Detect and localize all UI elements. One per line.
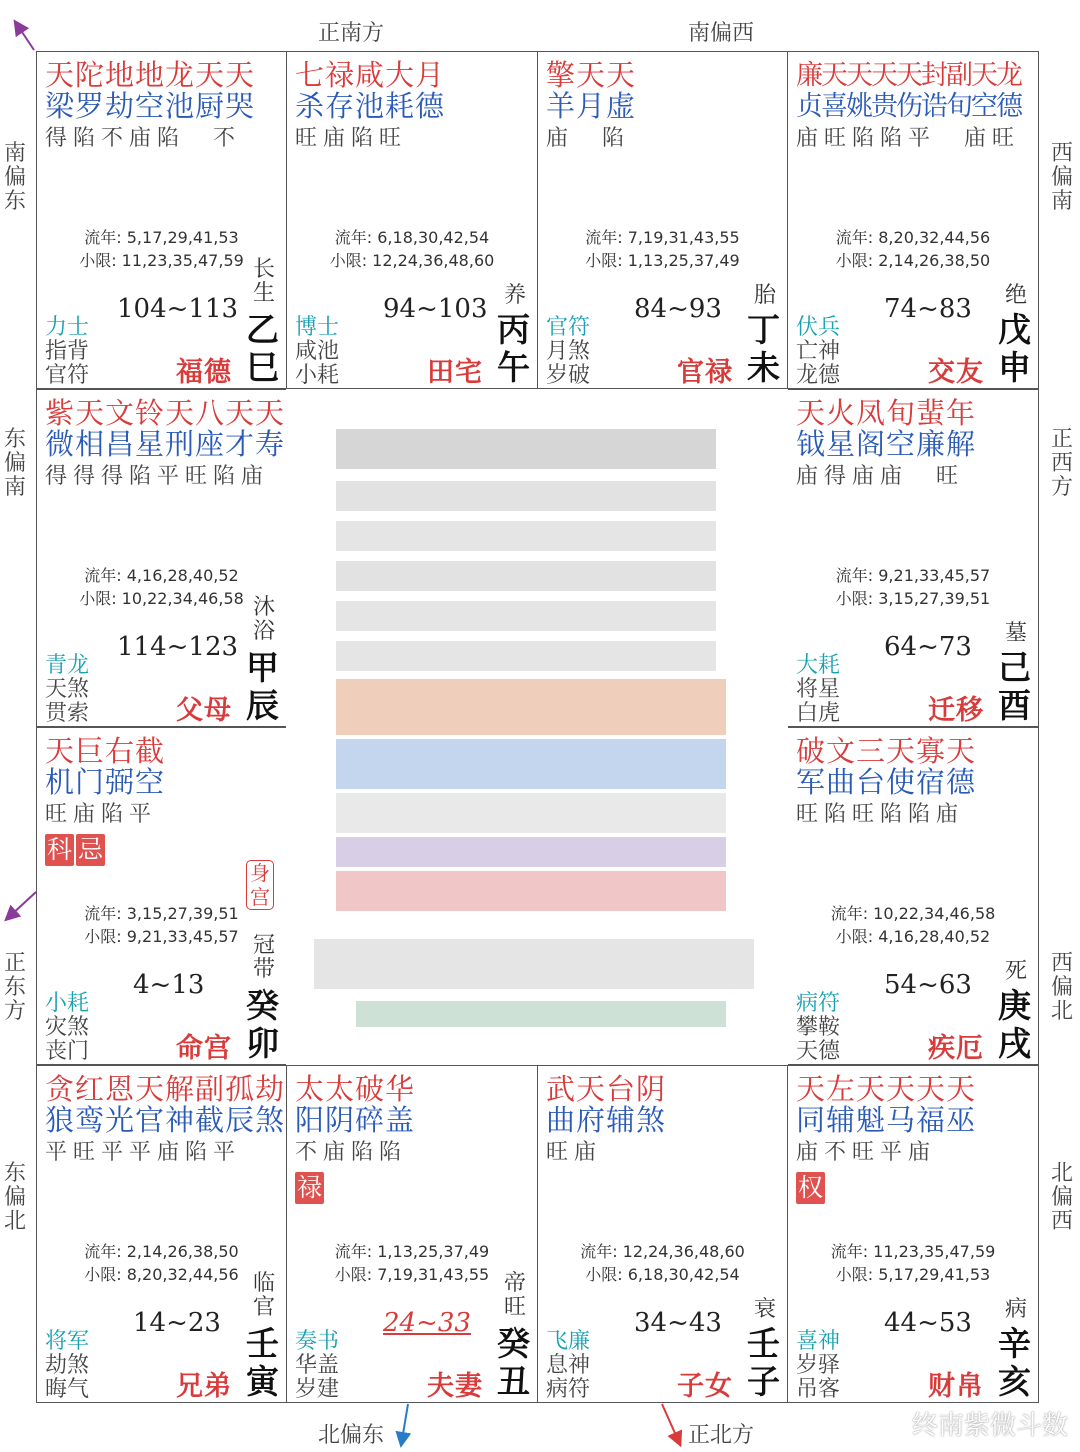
decade-range: 94~103 [383,294,488,324]
heavenly-stem: 庚 [998,986,1031,1025]
god-label: 力士 [45,315,90,340]
dir-right-1: 西偏南 [1050,141,1073,214]
god-label: 岁建 [295,1377,340,1402]
star-list [796,736,1030,828]
star-row: 贞喜姚贵伤诰旬空德 [796,91,1021,122]
palace-name: 疾厄 [928,1033,984,1064]
star-list [295,60,529,152]
brightness-row: 平旺平平庙陷平 [45,1140,242,1165]
sihua-badge: 禄 [297,1173,323,1202]
star-list [796,60,1030,152]
earthly-branch: 戌 [998,1024,1031,1063]
xiaoxian-text: 小限: 3,15,27,39,51 [835,589,991,608]
star-list [796,398,1030,490]
heavenly-stem: 丁 [747,310,780,349]
liunian-text: 流年: 8,20,32,44,56 [835,228,991,247]
decade-range: 114~123 [117,632,239,662]
star-row: 破文三天寡天 [796,734,977,768]
age-lines [788,902,1038,948]
star-row: 梁罗劫空池厨哭 [45,89,256,123]
decade-range: 4~13 [133,970,205,1000]
star-row: 廉天天天天封副天龙 [796,60,1021,91]
watermark: 终南紫微斗数 [911,1411,1068,1441]
god-label: 飞廉 [546,1329,591,1354]
brightness-row: 得陷不庙陷 不 [45,126,242,151]
star-row: 七禄咸大月 [295,58,446,92]
palace-6 [36,727,287,1065]
star-row: 紫天文铃天八天天 [45,396,286,430]
dir-left-1: 南偏东 [3,141,26,214]
god-label: 丧门 [45,1039,90,1064]
palace-name: 兄弟 [176,1371,232,1402]
star-row: 天火凤旬蜚年 [796,396,977,430]
god-label: 喜神 [796,1329,841,1354]
liunian-text: 流年: 7,19,31,43,55 [585,228,740,247]
dir-left-2: 东偏南 [3,427,26,500]
xiaoxian-text: 小限: 2,14,26,38,50 [835,251,991,270]
dir-top-1: 正南方 [318,21,385,46]
xiaoxian-text: 小限: 4,16,28,40,52 [835,927,991,946]
god-label: 官符 [546,315,591,340]
dir-top-2: 南偏西 [688,21,755,46]
god-label: 奏书 [295,1329,340,1354]
heavenly-stem: 甲 [246,648,279,687]
dir-right-3: 西偏北 [1050,951,1073,1024]
arrow-nw [18,26,34,50]
palace-name: 迁移 [928,695,984,726]
palace-11 [787,1065,1039,1403]
earthly-branch: 巳 [246,348,279,387]
star-list [45,396,286,490]
dir-bottom-2: 正北方 [688,1423,755,1448]
star-row: 擎天天 [546,58,637,92]
dir-right-4: 北偏西 [1050,1161,1073,1234]
growth-stage: 衰 [753,1297,776,1322]
star-list [45,736,278,866]
liunian-text: 流年: 6,18,30,42,54 [334,228,490,247]
xiaoxian-text: 小限: 8,20,32,44,56 [84,1265,239,1284]
palace-name: 福德 [176,357,232,388]
arrow-bottom-left [402,1404,408,1440]
god-label: 吊客 [796,1377,841,1402]
star-list [546,60,779,152]
palace-name: 父母 [176,695,232,726]
palace-name: 子女 [677,1371,733,1402]
arrow-left-east [10,892,36,916]
god-label: 小耗 [45,991,90,1016]
palace-1 [286,51,538,389]
palace-name: 命宫 [176,1033,232,1064]
age-lines [788,564,1038,610]
god-label: 天煞 [45,677,90,702]
star-row: 天巨右截 [45,734,166,768]
star-row: 曲府辅煞 [546,1103,667,1137]
palace-9 [286,1065,538,1403]
star-row: 军曲台使宿德 [796,765,977,799]
heavenly-stem: 癸 [246,986,279,1025]
star-row: 贪红恩天解副孤劫 [45,1072,286,1106]
god-label: 贯索 [45,701,90,726]
decade-range: 54~63 [884,970,972,1000]
brightness-row: 不庙陷陷 [295,1140,408,1165]
star-row: 武天台阴 [546,1072,667,1106]
palace-4 [36,389,287,727]
growth-stage: 帝旺 [503,1271,526,1320]
star-row: 钺星阁空廉解 [796,427,977,461]
growth-stage: 临官 [252,1271,275,1320]
star-list [796,1074,1030,1204]
palace-3 [787,51,1039,389]
xiaoxian-text: 小限: 5,17,29,41,53 [835,1265,991,1284]
god-label: 青龙 [45,653,90,678]
xiaoxian-text: 小限: 7,19,31,43,55 [334,1265,490,1284]
god-label: 劫煞 [45,1353,90,1378]
star-row: 羊月虚 [546,89,637,123]
dir-right-2: 正西方 [1050,427,1073,500]
god-label: 博士 [295,315,340,340]
growth-stage: 长生 [252,257,275,306]
brightness-row: 庙旺陷陷平 庙旺 [796,126,1021,151]
heavenly-stem: 壬 [246,1324,279,1363]
god-label: 将星 [796,677,841,702]
age-lines [538,1240,787,1286]
earthly-branch: 亥 [998,1362,1031,1401]
god-label: 咸池 [295,339,340,364]
god-label: 伏兵 [796,315,841,340]
age-lines [37,1240,286,1286]
heavenly-stem: 丙 [497,310,530,349]
decade-range: 64~73 [884,632,972,662]
age-lines [788,226,1038,272]
star-list [45,1072,286,1166]
growth-stage: 死 [1004,959,1027,984]
god-label: 华盖 [295,1353,340,1378]
earthly-branch: 申 [998,348,1031,387]
arrow-bottom-right [662,1404,678,1440]
star-row: 天左天天天天 [796,1072,977,1106]
growth-stage: 养 [503,283,526,308]
god-label: 将军 [45,1329,90,1354]
brightness-row: 旺庙陷平 [45,802,158,827]
brightness-row: 得得得陷平旺陷庙 [45,464,270,489]
dir-left-4: 东偏北 [3,1161,26,1234]
star-list [45,60,278,152]
xiaoxian-text: 小限: 11,23,35,47,59 [79,251,244,270]
palace-0 [36,51,287,389]
growth-stage: 绝 [1004,283,1027,308]
god-label: 大耗 [796,653,841,678]
earthly-branch: 辰 [246,686,279,725]
growth-stage: 墓 [1004,621,1027,646]
liunian-text: 流年: 11,23,35,47,59 [830,1242,996,1261]
brightness-row: 旺庙陷旺 [295,126,408,151]
growth-stage: 病 [1004,1297,1027,1322]
palace-name: 田宅 [427,357,483,388]
xiaoxian-text: 小限: 12,24,36,48,60 [329,251,495,270]
heavenly-stem: 己 [998,648,1031,687]
center-info-blurred [286,389,788,1065]
god-label: 息神 [546,1353,591,1378]
palace-5 [787,389,1039,727]
decade-range: 44~53 [884,1308,972,1338]
liunian-text: 流年: 4,16,28,40,52 [84,566,239,585]
shen-gong-stamp: 身宫 [246,860,274,910]
god-label: 官符 [45,363,90,388]
liunian-text: 流年: 12,24,36,48,60 [580,1242,745,1261]
liunian-text: 流年: 1,13,25,37,49 [334,1242,490,1261]
star-row: 机门弼空 [45,765,166,799]
god-label: 指背 [45,339,90,364]
palace-name: 交友 [928,357,984,388]
growth-stage: 冠带 [252,933,275,982]
god-label: 月煞 [546,339,591,364]
decade-range: 74~83 [884,294,972,324]
heavenly-stem: 壬 [747,1324,780,1363]
xiaoxian-text: 小限: 1,13,25,37,49 [585,251,740,270]
dir-bottom-1: 北偏东 [318,1423,385,1448]
sihua-badge: 科 [47,835,73,864]
god-label: 龙德 [796,363,841,388]
star-row: 杀存池耗德 [295,89,446,123]
earthly-branch: 子 [747,1362,780,1401]
dir-left-3: 正东方 [3,951,26,1024]
star-row: 微相昌星刑座才寿 [45,427,286,461]
liunian-text: 流年: 2,14,26,38,50 [84,1242,239,1261]
xiaoxian-text: 小限: 6,18,30,42,54 [585,1265,740,1284]
brightness-row: 庙得庙庙 旺 [796,464,965,489]
god-label: 灾煞 [45,1015,90,1040]
age-lines [538,226,787,272]
brightness-row: 旺陷旺陷陷庙 [796,802,965,827]
liunian-text: 流年: 5,17,29,41,53 [84,228,239,247]
earthly-branch: 寅 [246,1362,279,1401]
heavenly-stem: 辛 [998,1324,1031,1363]
brightness-row: 旺庙 [546,1140,603,1165]
earthly-branch: 未 [747,348,780,387]
palace-name: 官禄 [677,357,733,388]
star-row: 狼鸾光官神截辰煞 [45,1103,286,1137]
palace-8 [36,1065,287,1403]
god-label: 攀鞍 [796,1015,841,1040]
god-label: 白虎 [796,701,841,726]
decade-range: 14~23 [133,1308,221,1338]
age-lines [287,1240,537,1286]
heavenly-stem: 乙 [246,310,279,349]
palace-7 [787,727,1039,1065]
xiaoxian-text: 小限: 9,21,33,45,57 [84,927,239,946]
earthly-branch: 卯 [246,1024,279,1063]
palace-10 [537,1065,788,1403]
heavenly-stem: 癸 [497,1324,530,1363]
heavenly-stem: 戊 [998,310,1031,349]
liunian-text: 流年: 10,22,34,46,58 [830,904,996,923]
decade-range: 24~33 [383,1308,471,1338]
star-row: 阳阴碎盖 [295,1103,416,1137]
growth-stage: 胎 [753,283,776,308]
god-label: 小耗 [295,363,340,388]
decade-range: 104~113 [117,294,239,324]
decade-range: 84~93 [634,294,722,324]
age-lines [37,226,286,272]
god-label: 岁破 [546,363,591,388]
god-label: 天德 [796,1039,841,1064]
god-label: 岁驿 [796,1353,841,1378]
age-lines [37,564,286,610]
sihua-badge: 忌 [78,835,104,864]
palace-2 [537,51,788,389]
star-list [295,1074,529,1204]
star-list [546,1074,779,1166]
brightness-row: 庙不旺平庙 [796,1140,937,1165]
earthly-branch: 午 [497,348,530,387]
age-lines [788,1240,1038,1286]
decade-range: 34~43 [634,1308,722,1338]
palace-name: 夫妻 [427,1371,483,1402]
age-lines [287,226,537,272]
liunian-text: 流年: 9,21,33,45,57 [835,566,991,585]
star-row: 太太破华 [295,1072,416,1106]
god-label: 晦气 [45,1377,90,1402]
sihua-badge: 权 [798,1173,824,1202]
growth-stage: 沐浴 [252,595,275,644]
star-row: 天陀地地龙天天 [45,58,256,92]
god-label: 亡神 [796,339,841,364]
earthly-branch: 丑 [497,1362,530,1401]
palace-name: 财帛 [928,1371,984,1402]
earthly-branch: 酉 [998,686,1031,725]
star-row: 同辅魁马福巫 [796,1103,977,1137]
god-label: 病符 [796,991,841,1016]
brightness-row: 庙 陷 [546,126,631,151]
xiaoxian-text: 小限: 10,22,34,46,58 [79,589,244,608]
liunian-text: 流年: 3,15,27,39,51 [84,904,239,923]
god-label: 病符 [546,1377,591,1402]
